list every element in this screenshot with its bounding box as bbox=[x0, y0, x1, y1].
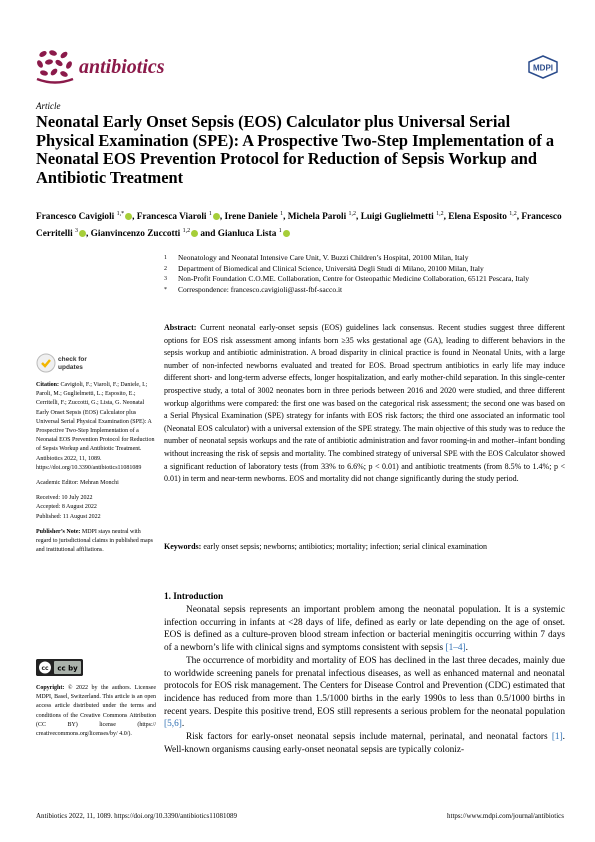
author: Luigi Guglielmetti $^{1,2}$ bbox=[360, 211, 444, 223]
academic-editor: Academic Editor: Mehran Monchi bbox=[36, 480, 119, 487]
author: Elena Esposito $^{1,2}$ bbox=[448, 211, 517, 223]
journal-name: antibiotics bbox=[79, 56, 165, 78]
publisher-name: MDPI bbox=[533, 63, 553, 73]
author: Francesca Viaroli $^1$ bbox=[137, 212, 220, 222]
orcid-icon[interactable] bbox=[213, 213, 220, 220]
affiliation-item: 2 Department of Biomedical and Clinical Science, Università Degli Studi di Milano, 20100 Milan, Italy bbox=[164, 263, 484, 273]
check-updates-line2: updates bbox=[58, 364, 83, 371]
svg-text:cc: cc bbox=[41, 665, 49, 672]
article-title: Neonatal Early Onset Sepsis (EOS) Calculator plus Universal Serial Physical Examination (SPE): A Prospective Two-Step Implementation of a Neonatal EOS Prevention Protocol for Reduction of Sepsis Workup and Antibiotic Treatment bbox=[36, 112, 555, 187]
orcid-icon[interactable] bbox=[79, 230, 86, 237]
footer-citation: Antibiotics 2022, 11, 1089. https://doi.org/10.3390/antibiotics11081089 bbox=[36, 812, 237, 820]
citation-link[interactable]: [5,6] bbox=[164, 719, 182, 730]
orcid-icon[interactable] bbox=[125, 213, 132, 220]
check-for-updates-button[interactable] bbox=[36, 352, 96, 374]
correspondence: * Correspondence: francesco.cavigioli@asst-fbf-sacco.it bbox=[164, 284, 343, 294]
orcid-icon[interactable] bbox=[191, 230, 198, 237]
cc-label: cc by bbox=[57, 664, 78, 673]
keywords bbox=[164, 541, 565, 553]
footer-journal-link[interactable]: https://www.mdpi.com/journal/antibiotics bbox=[447, 812, 564, 820]
publisher-note: Publisher’s Note: MDPI stays neutral with regard to jurisdictional claims in published maps and institutional affiliations. bbox=[36, 528, 153, 554]
publisher-logo bbox=[527, 55, 559, 79]
cc-by-license-icon[interactable] bbox=[36, 659, 83, 676]
affiliation-item: 3 Non-Profit Foundation C.O.ME. Collaboration, Centre for Osteopathic Medicine Collaboration, 65121 Pescara, Italy bbox=[164, 274, 529, 283]
paragraph: The occurrence of morbidity and mortality of EOS has declined in the last three decades, mainly due to worldwide screening panels for prenatal infectious diseases, as well as enhanced maternal and neonatal protocols for EOS risk management. The Centers for Disease Control and Prevention (CDC) estimated that incidence has reduced from more than 1.5/1000 births in the early 1990s to less than 0.5/1000 births in recent years. Despite this positive trend, EOS still represents a serious problem for the neonatal population [5,6]. bbox=[164, 655, 565, 730]
intro-body bbox=[164, 604, 565, 756]
citation: Citation: Cavigioli, F.; Viaroli, F.; Daniele, I.; Paroli, M.; Guglielmetti, L.; Esposito, E.; Cerritelli, F.; Zuccotti, G.; Lista, G. Neonatal Early Onset Sepsis (EOS) Calculator plus Universal Serial Physical Examination (SPE): A Prospective Two-Step Implementation of a Neonatal EOS Prevention Protocol for Reduction of Sepsis Workup and Antibiotic Treatment. Antibiotics 2022, 11, 1089. https://doi.org/10.3390/antibiotics11081089 bbox=[36, 382, 155, 471]
author: Michela Paroli $^{1,2}$ bbox=[287, 211, 357, 223]
author: Gianvincenzo Zuccotti $^{1,2}$ bbox=[91, 229, 198, 239]
affiliation-item: 1 Neonatology and Neonatal Intensive Care Unit, V. Buzzi Children’s Hospital, 20100 Milan, Italy bbox=[164, 253, 469, 262]
keywords-label: Keywords: bbox=[164, 542, 202, 551]
author-list: Francesco Cavigioli $^{1,*}$ , Francesca Viaroli $^1$ , Irene Daniele $^1$, Michela Paroli $^{1,2}$, Luigi Guglielmetti $^{1,2}$, Elena Esposito $^{1,2}$, Francesco Cerritelli $^3$ , Gianvincenzo Zuccotti $^{1,2}$ and Gianluca Lista $^1$ bbox=[36, 211, 562, 239]
check-updates-line1: check for bbox=[58, 356, 87, 363]
sidebar bbox=[36, 381, 156, 561]
article-type: Article bbox=[36, 101, 61, 111]
author: Francesco Cavigioli $^{1,*}$ bbox=[36, 212, 132, 222]
affiliations bbox=[164, 253, 564, 295]
received-date: Received: 10 July 2022 bbox=[36, 495, 93, 502]
author: Francesco Cerritelli $^3$ bbox=[36, 212, 562, 239]
abstract-label: Abstract: bbox=[164, 323, 197, 332]
author: Gianluca Lista $^1$ bbox=[218, 229, 290, 239]
citation-link[interactable]: [1] bbox=[551, 732, 563, 743]
published-date: Published: 11 August 2022 bbox=[36, 513, 101, 520]
accepted-date: Accepted: 8 August 2022 bbox=[36, 504, 97, 511]
copyright: Copyright: © 2022 by the authors. Licensee MDPI, Basel, Switzerland. This article is an open access article distributed under the terms and conditions of the Creative Commons Attribution (CC BY) license (https:// creativecommons.org/licenses/by/ 4.0/). bbox=[36, 685, 156, 738]
author: Irene Daniele $^1$ bbox=[224, 211, 284, 223]
section-heading: 1. Introduction bbox=[164, 591, 224, 601]
keywords-text: early onset sepsis; newborns; antibiotics; mortality; infection; serial clinical examination bbox=[203, 542, 488, 551]
journal-logo bbox=[35, 48, 75, 86]
orcid-icon[interactable] bbox=[283, 230, 290, 237]
citation-link[interactable]: [1–4] bbox=[445, 643, 466, 654]
paragraph: Risk factors for early-onset neonatal sepsis include maternal, perinatal, and neonatal factors [1]. Well-known organisms causing early-onset neonatal sepsis are typically coloniz- bbox=[164, 732, 565, 755]
abstract bbox=[164, 322, 565, 486]
abstract-text: Current neonatal early-onset sepsis (EOS) guidelines lack consensus. Recent studies suggest three different options for EOS risk assessment among infants born ≥35 wks gestational age (GA), leading to different behaviors in the sepsis workup and antibiotic administration. A broad disparity in clinical practice is found in Neonatal Units, with a large number of non-infected newborns evaluated and treated for EOS. Broad spectrum antibiotics in early life may induce different short- and long-term adverse effects, longer hospitalization, and early mother-child separation. In this single-center prospective study, a total of 3002 neonates born in three periods between 2016 and 2020 were studied, and three different workup algorithms were compared: the first one was based on the categorical risk assessment; the second one was based on a Serial Physical Examination (SPE) strategy for infants with EOS risk factors; the third one associated an informatic tool (Neonatal EOS calculator) with a universal extension of the SPE strategy. The main objective of this study was to reduce the number of neonatal sepsis workups and the rate of antibiotic administration and favor rooming-in and mother–infant bonding without increasing the risk of sepsis and mortality. The combined strategy of universal SPE with the EOS Calculator showed a significant reduction of laboratory tests (from 33% to 6.6%; p < 0.01) and antibiotic treatments (from 8.5% to 1.4%; p < 0.01) in term and near-term newborns. EOS and mortality did not change significantly during the study period. bbox=[164, 323, 566, 484]
paragraph: Neonatal sepsis represents an important problem among the neonatal population. It is a systemic infection occurring in infants at <28 days of life, defined as early or late depending on the age of onset. EOS is defined as a culture-proven blood stream infection or bacterial meningitis occurring within 7 days of a newborn’s life with clinical signs and symptoms consistent with sepsis [1–4]. bbox=[164, 605, 565, 654]
